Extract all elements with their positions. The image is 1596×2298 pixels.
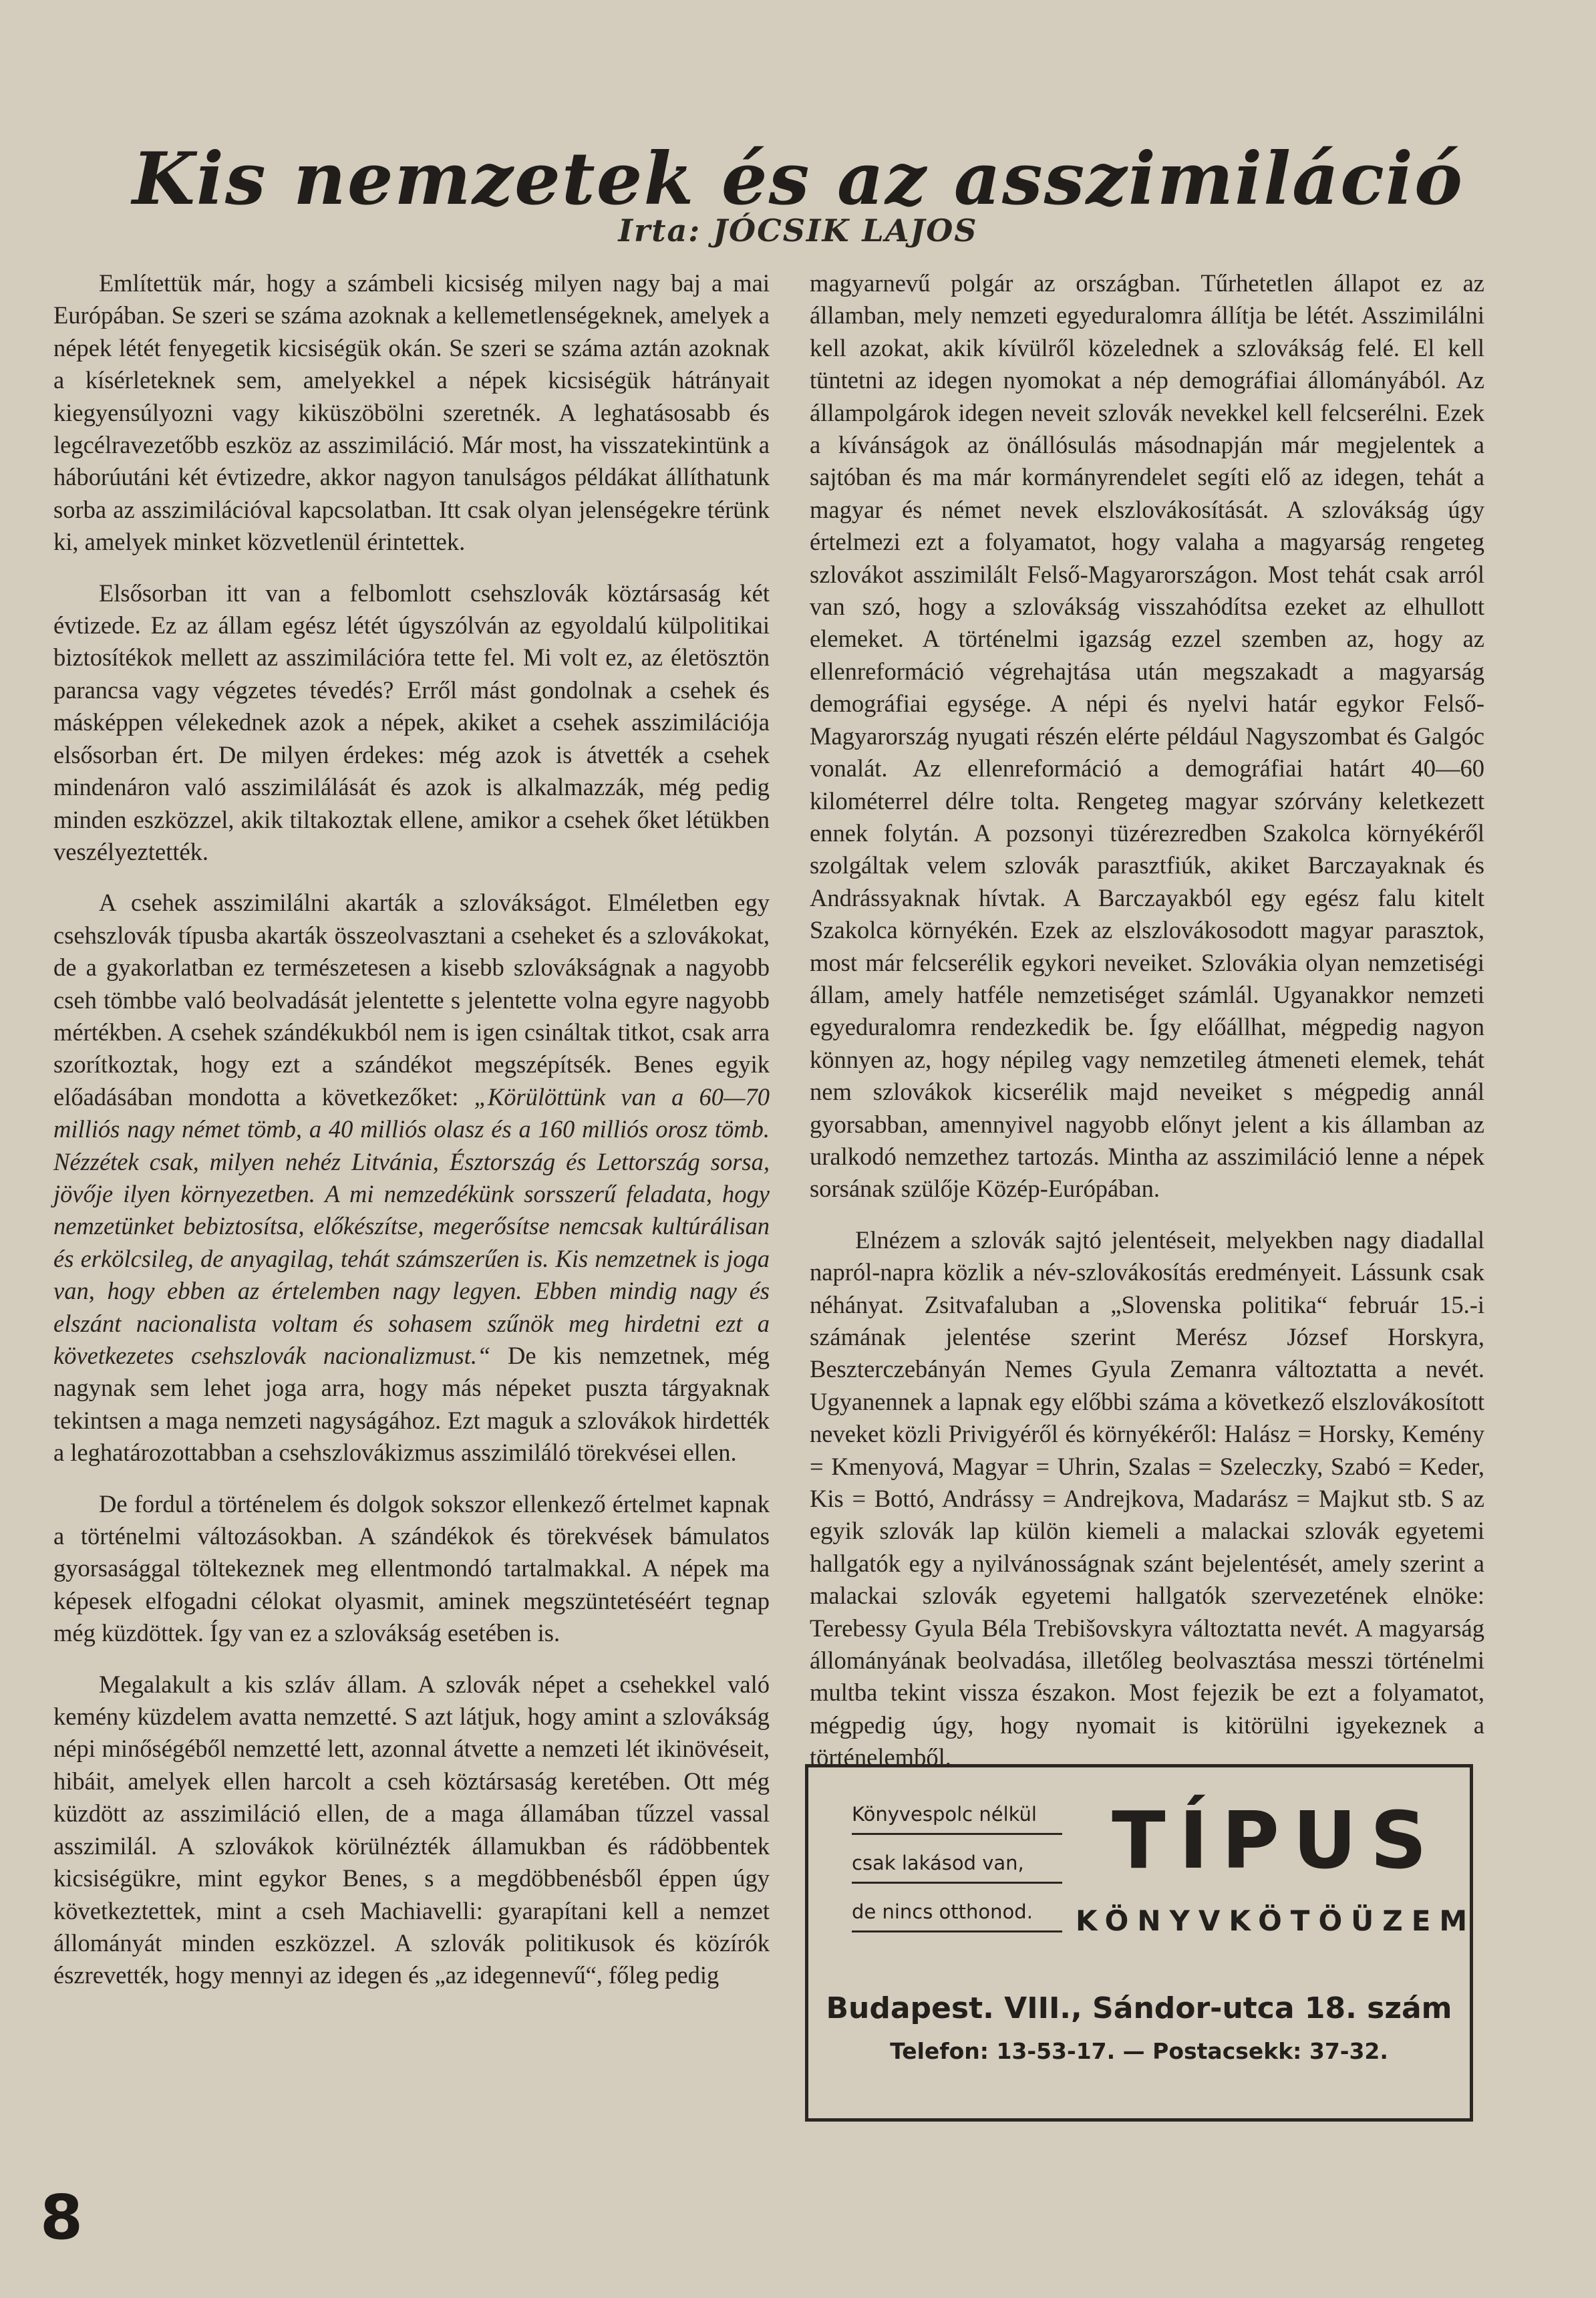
ad-slogan-line: de nincs otthonod. [852,1893,1062,1932]
right-column [810,267,1484,1793]
ad-subtitle: KÖNYVKÖTÖÜZEM [1076,1904,1476,1937]
paragraph: De fordul a történelem és dolgok sokszor ellenkező értelmet kapnak a történelmi változásokban. A szándékok és törekvések bámulatos gyorsasággal töltekeznek meg ellentmondó tartalmakkal. A népek ma képesek elfogadni célokat olyasmit, aminek megszüntetéséért tegnap még küzdöttek. Így van ez a szlovákság esetében is. [53,1489,770,1647]
ad-slogan-line: csak lakásod van, [852,1844,1062,1884]
paragraph: Említettük már, hogy a számbeli kicsiség milyen nagy baj a mai Európában. Se szeri se száma azoknak a kellemetlenségeknek, amelyek a népek létét fenyegetik kicsiségük okán. Se szeri se száma aztán azoknak a kísérleteknek sem, amelyekkel a népek kicsiségük hátrányait kiegyensúlyozni vagy kiküszöbölni szeretnék. A leghatásosabb és legcélravezetőbb eszköz az asszimiláció. Már most, ha visszatekintünk a háborúutáni két évtizedre, akkor nagyon tanulságos példákat állíthatunk sorba az asszimilációval kapcsolatban. Itt csak olyan jelenségekre térünk ki, amelyek minket közvetlenül érintettek. [53,269,770,556]
article-title: Kis nemzetek és az asszimiláció [132,137,1464,221]
paragraph-text: A csehek asszimilálni akarták a szlovákságot. Elméletben egy csehszlovák típusba akarták összeolvasztani a cseheket és a szlovákokat, de a gyakorlatban ez természetesen a kisebb szlovákságnak a nagyobb cseh tömbbe való beolvadását jelentette s jelentette volna egyre nagyobb mértékben. A csehek szándékukból nem is igen csináltak titkot, csak arra szorítkoztak, hogy ezt a szándékot megszépítsék. Benes egyik előadásában mondotta a következőket: [53,889,770,1111]
ad-slogan-line: Könyvespolc nélkül [852,1796,1062,1835]
paragraph-text: De kis nemzetnek, még nagynak sem lehet joga arra, hogy más népeket puszta tárgyaknak tekintsen a maga nemzeti nagyságához. Ezt maguk a szlovákok hirdették a leghatározottabban a csehszlovákizmus asszimiláló törekvései ellen. [53,1342,770,1467]
ad-slogan [852,1796,1062,1942]
paragraph: Elnézem a szlovák sajtó jelentéseit, melyekben nagy diadallal napról-napra közlik a név-szlovákosítás eredményeit. Lássunk csak néhányat. Zsitvafaluban a „Slovenska politika“ február 15.-i számának jelentése szerint Merész József Horskyra, Beszterczebányán Nemes Gyula Zemanra változtatta a nevét. Ugyanennek a lapnak egy előbbi száma a következő elszlovákosított neveket közli Privigyéről és környékéről: Halász = Horsky, Kemény = Kmenyová, Magyar = Uhrin, Szalas = Szeleczky, Szabó = Keder, Kis = Bottó, Andrássy = Andrejkova, Madarász = Majkut stb. S az egyik szlovák lap külön kiemeli a malackai szlovák egyetemi hallgatók egy a nyilvánosságnak szánt bejelentését, amely szerint a malackai szlovák egyetemi hallgatók szervezetének elnöke: Terebessy Gyula Béla Trebišovskyra változtatta nevét. A magyarság állományának beolvadása, illetőleg beolvasztása messzi történelmi multba tekint vissza északon. Most fejezik be ezt a folyamatot, mégpedig úgy, hogy nyomait is kitörülni igyekeznek a történelemből. [810,1226,1484,1771]
paragraph [53,887,770,1469]
benes-quote: „Körülöttünk van a 60—70 milliós nagy német tömb, a 40 milliós olasz és a 160 milliós orosz tömb. Nézzétek csak, milyen nehéz Litvánia, Észtország és Lettország sorsa, jövője ilyen környezetben. A mi nemzedékünk sorsszerű feladata, hogy nemzetünket bebiztosítsa, előkészítse, megerősítse nemcsak kultúrálisan és erkölcsileg, de anyagilag, tehát számszerűen is. Kis nemzetnek is joga van, hogy ebben az értelemben nagy legyen. Ebben mindig nagy és elszánt nacionalista voltam és sohasem szűnök meg hirdetni ezt a következetes csehszlovák nacionalizmust.“ [53,1083,770,1369]
page-number: 8 [40,2182,84,2253]
left-column [53,267,770,2011]
ad-address: Budapest. VIII., Sándor-utca 18. szám [826,1991,1452,2025]
paragraph: Megalakult a kis szláv állam. A szlovák népet a csehekkel való kemény küzdelem avatta nemzetté. S azt látjuk, hogy amint a szlovákság népi minőségéből nemzetté lett, azonnal átvette a nemzeti lét ikinövéseit, hibáit, amelyek ellen harcolt a cseh köztársaság keretében. Ott még küzdött az asszimiláció ellen, de a maga államában tűzzel vassal asszimilál. A szlovákok körülnézték államukban és rádöbbentek kicsiségükre, mint egykor Benes, s a megdöbbenésből éppen úgy következtettek, mint a cseh Machiavelli: gyarapítani kell a nemzet állományát minden eszközzel. A szlovák politikusok és közírók észrevették, hogy mennyi az idegen és „az idegennevű“, főleg pedig [53,1670,770,1989]
advertisement-box [805,1764,1476,2122]
ad-brand: TÍPUS [1112,1794,1440,1886]
ad-phone: Telefon: 13-53-17. — Postacsekk: 37-32. [890,2038,1388,2064]
paragraph: Elsősorban itt van a felbomlott csehszlovák köztársaság két évtizede. Ez az állam egész létét úgyszólván az egyoldalú külpolitikai biztosítékok mellett az asszimilációra tette fel. Mi volt ez, az életösztön parancsa vagy végzetes tévedés? Erről mást gondolnak a csehek és másképpen vélekednek azok a népek, akiket a csehek asszimilációja elsősorban ért. De milyen érdekes: még azok is átvették a csehek mindenáron való asszimilálását és azok is alkalmazzák, még pedig minden eszközzel, akik tiltakoztak ellene, amikor a csehek őket létükben veszélyeztették. [53,579,770,865]
paragraph: magyarnevű polgár az országban. Tűrhetetlen állapot ez az államban, mely nemzeti egyeduralomra állítja be létét. Asszimilálni kell azokat, akik kívülről közelednek a szlovákság felé. El kell tüntetni az idegen nyomokat a nép demográfiai állományából. Az állampolgárok idegen neveit szlovák nevekkel kell felcserélni. Ezek a kívánságok az önállósulás másodnapján már megjelentek a sajtóban és ma már kormányrendelet segíti elő az idegen, tehát a magyar és német nevek elszlovákosítását. A szlovákság úgy értelmezi ezt a folyamatot, hogy valaha a magyarság rengeteg szlovákot asszimilált Felső-Magyarországon. Most tehát csak arról van szó, hogy a szlovákság visszahódítsa ezeket az elhullott elemeket. A történelmi igazság ezzel szemben az, hogy az ellenreformáció végrehajtása után megszakadt a magyarság demográfiai egysége. A népi és nyelvi határ egykor Felső-Magyarország nyugati részén elérte például Nagyszombat és Galgóc vonalát. Az ellenreformáció a demográfiai határt 40—60 kilométerrel délre tolta. Rengeteg magyar szórvány keletkezett ennek folytán. A pozsonyi tüzérezredben Szakolca környékéről szolgáltak velem szlovák parasztfiúk, akiket Barczayaknak és Andrássyaknak hívtak. A Barczayakból egy egész falu kitelt Szakolca környékén. Ezek az elszlovákosodott magyar parasztok, most már felcserélik egykori neveiket. Szlovákia olyan nemzetiségi állam, amely hatféle nemzetiséget számlál. Ugyanakkor nemzeti egyeduralomra rendezkedik be. Így előállhat, mégpedig nagyon könnyen az, hogy népileg vagy nemzetileg átmeneti elemek, tehát nem szlovákok kicserélik majd neveiket s mégpedig annál gyorsabban, amennyivel nagyobb előnyt jelent a kis államban az uralkodó nemzethez tartozás. Mintha az asszimiláció lenne a népek sorsának szülője Közép-Európában. [810,269,1484,1203]
article-byline: Irta: JÓCSIK LAJOS [618,212,978,249]
